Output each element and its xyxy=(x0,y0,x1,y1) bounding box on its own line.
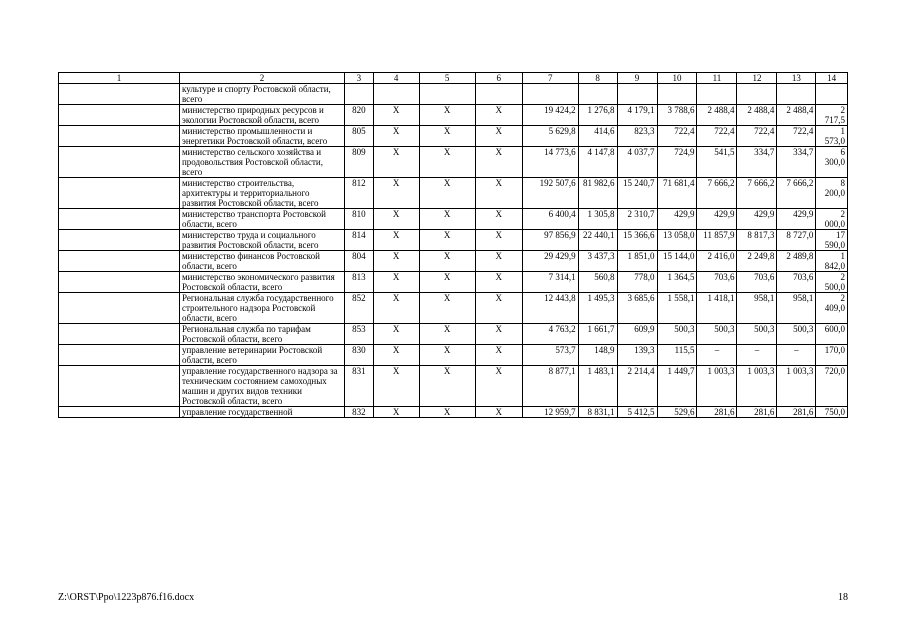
row-col5: Х xyxy=(419,345,475,366)
table-row xyxy=(59,293,848,324)
table-row xyxy=(59,178,848,209)
row-col11: 2 416,0 xyxy=(697,251,737,272)
row-col4: Х xyxy=(373,366,419,407)
row-col7: 5 629,8 xyxy=(522,126,578,147)
row-name: министерство труда и социального развития Ростовской области, всего xyxy=(179,230,344,251)
row-col10: 15 144,0 xyxy=(657,251,697,272)
row-col4: Х xyxy=(373,272,419,293)
cell-col1 xyxy=(59,178,180,209)
row-code: 820 xyxy=(345,105,373,126)
row-col6: Х xyxy=(475,407,522,418)
row-name: министерство финансов Ростовской области, всего xyxy=(179,251,344,272)
row-col5: Х xyxy=(419,105,475,126)
cell-col1 xyxy=(59,251,180,272)
row-col14: 2 500,0 xyxy=(816,272,848,293)
row-col5: Х xyxy=(419,251,475,272)
row-col10: 13 058,0 xyxy=(657,230,697,251)
column-number: 9 xyxy=(617,73,657,84)
row-col4: Х xyxy=(373,324,419,345)
row-col9: 609,9 xyxy=(617,324,657,345)
row-col6: Х xyxy=(475,366,522,407)
column-number: 3 xyxy=(345,73,373,84)
row-col11: 281,6 xyxy=(697,407,737,418)
row-col5: Х xyxy=(419,178,475,209)
column-number: 7 xyxy=(522,73,578,84)
row-col11: 722,4 xyxy=(697,126,737,147)
row-col9: 15 366,6 xyxy=(617,230,657,251)
row-col6: Х xyxy=(475,324,522,345)
file-path: Z:\ORST\Ppo\1223p876.f16.docx xyxy=(58,592,195,603)
column-number: 4 xyxy=(373,73,419,84)
column-number: 5 xyxy=(419,73,475,84)
row-name: министерство строительства, архитектуры и территориального развития Ростовской области, всего xyxy=(179,178,344,209)
table-row xyxy=(59,324,848,345)
row-col12: 958,1 xyxy=(737,293,777,324)
row-col13: 958,1 xyxy=(777,293,816,324)
row-col4: Х xyxy=(373,293,419,324)
row-name: министерство транспорта Ростовской области, всего xyxy=(179,209,344,230)
row-col11: 1 003,3 xyxy=(697,366,737,407)
row-col5: Х xyxy=(419,126,475,147)
row-col9: 2 214,4 xyxy=(617,366,657,407)
row-col12: 281,6 xyxy=(737,407,777,418)
row-col14: 2 409,0 xyxy=(816,293,848,324)
row-col10: 115,5 xyxy=(657,345,697,366)
document-page xyxy=(58,72,848,418)
row-col7: 12 443,8 xyxy=(522,293,578,324)
row-code: 814 xyxy=(345,230,373,251)
column-number: 2 xyxy=(179,73,344,84)
row-col8: 3 437,3 xyxy=(578,251,617,272)
row-col7: 97 856,9 xyxy=(522,230,578,251)
row-col11: – xyxy=(697,345,737,366)
row-code: 810 xyxy=(345,209,373,230)
row-col6: Х xyxy=(475,178,522,209)
row-code: 853 xyxy=(345,324,373,345)
row-col14: 6 300,0 xyxy=(816,147,848,178)
row-col9: 3 685,6 xyxy=(617,293,657,324)
row-code: 812 xyxy=(345,178,373,209)
table-row xyxy=(59,407,848,418)
row-col9: 5 412,5 xyxy=(617,407,657,418)
row-col12: 703,6 xyxy=(737,272,777,293)
row-col7: 6 400,4 xyxy=(522,209,578,230)
row-col8: 22 440,1 xyxy=(578,230,617,251)
row-name: министерство природных ресурсов и экологии Ростовской области, всего xyxy=(179,105,344,126)
row-col11: 1 418,1 xyxy=(697,293,737,324)
row-col9: 139,3 xyxy=(617,345,657,366)
row-col13: 2 488,4 xyxy=(777,105,816,126)
row-col8: 8 831,1 xyxy=(578,407,617,418)
row-col11: 429,9 xyxy=(697,209,737,230)
row-col10: 429,9 xyxy=(657,209,697,230)
column-number: 12 xyxy=(737,73,777,84)
row-col9 xyxy=(617,84,657,105)
row-col12: 1 003,3 xyxy=(737,366,777,407)
column-number: 10 xyxy=(657,73,697,84)
cell-col1 xyxy=(59,407,180,418)
row-col12: 500,3 xyxy=(737,324,777,345)
column-number: 8 xyxy=(578,73,617,84)
row-code: 813 xyxy=(345,272,373,293)
row-col4: Х xyxy=(373,178,419,209)
row-col10: 722,4 xyxy=(657,126,697,147)
row-col7: 14 773,6 xyxy=(522,147,578,178)
row-col5: Х xyxy=(419,230,475,251)
row-col14: 720,0 xyxy=(816,366,848,407)
row-name: министерство промышленности и энергетики Ростовской области, всего xyxy=(179,126,344,147)
cell-col1 xyxy=(59,209,180,230)
row-col9: 823,3 xyxy=(617,126,657,147)
row-col13: 1 003,3 xyxy=(777,366,816,407)
table-row xyxy=(59,84,848,105)
row-col7: 7 314,1 xyxy=(522,272,578,293)
row-col9: 15 240,7 xyxy=(617,178,657,209)
row-col7: 573,7 xyxy=(522,345,578,366)
row-col6: Х xyxy=(475,209,522,230)
row-col13: 429,9 xyxy=(777,209,816,230)
row-col11 xyxy=(697,84,737,105)
row-col8: 148,9 xyxy=(578,345,617,366)
row-col12: – xyxy=(737,345,777,366)
cell-col1 xyxy=(59,230,180,251)
row-code: 852 xyxy=(345,293,373,324)
row-name: управление ветеринарии Ростовской области, всего xyxy=(179,345,344,366)
row-col13: 281,6 xyxy=(777,407,816,418)
row-col5: Х xyxy=(419,293,475,324)
row-col12: 7 666,2 xyxy=(737,178,777,209)
row-col14: 17 590,0 xyxy=(816,230,848,251)
row-col7: 4 763,2 xyxy=(522,324,578,345)
row-col4: Х xyxy=(373,251,419,272)
row-col5 xyxy=(419,84,475,105)
row-code: 832 xyxy=(345,407,373,418)
row-col6: Х xyxy=(475,147,522,178)
row-col11: 2 488,4 xyxy=(697,105,737,126)
row-col10: 71 681,4 xyxy=(657,178,697,209)
row-col14: 1 842,0 xyxy=(816,251,848,272)
cell-col1 xyxy=(59,84,180,105)
row-col6: Х xyxy=(475,230,522,251)
row-col6: Х xyxy=(475,126,522,147)
row-code: 830 xyxy=(345,345,373,366)
row-col10: 500,3 xyxy=(657,324,697,345)
row-col4 xyxy=(373,84,419,105)
row-col14: 1 573,0 xyxy=(816,126,848,147)
row-col10 xyxy=(657,84,697,105)
row-col12: 722,4 xyxy=(737,126,777,147)
row-name: министерство сельского хозяйства и продовольствия Ростовской области, всего xyxy=(179,147,344,178)
column-number: 6 xyxy=(475,73,522,84)
row-col14: 750,0 xyxy=(816,407,848,418)
row-col13: 722,4 xyxy=(777,126,816,147)
row-col8 xyxy=(578,84,617,105)
row-col6: Х xyxy=(475,272,522,293)
row-col5: Х xyxy=(419,324,475,345)
cell-col1 xyxy=(59,147,180,178)
budget-table xyxy=(58,72,848,418)
row-code: 805 xyxy=(345,126,373,147)
cell-col1 xyxy=(59,272,180,293)
row-col11: 541,5 xyxy=(697,147,737,178)
row-col4: Х xyxy=(373,126,419,147)
row-code: 804 xyxy=(345,251,373,272)
row-col14: 170,0 xyxy=(816,345,848,366)
row-name: управление государственного надзора за техническим состоянием самоходных машин и других видов техники Ростовской области, всего xyxy=(179,366,344,407)
row-col8: 1 661,7 xyxy=(578,324,617,345)
row-col10: 724,9 xyxy=(657,147,697,178)
row-col5: Х xyxy=(419,272,475,293)
page-number: 18 xyxy=(838,592,848,603)
row-col11: 703,6 xyxy=(697,272,737,293)
row-col9: 4 179,1 xyxy=(617,105,657,126)
row-col10: 3 788,6 xyxy=(657,105,697,126)
cell-col1 xyxy=(59,105,180,126)
row-code: 831 xyxy=(345,366,373,407)
row-col14: 2 717,5 xyxy=(816,105,848,126)
row-col9: 2 310,7 xyxy=(617,209,657,230)
row-col14 xyxy=(816,84,848,105)
row-col8: 1 276,8 xyxy=(578,105,617,126)
row-col13: 8 727,0 xyxy=(777,230,816,251)
row-col11: 7 666,2 xyxy=(697,178,737,209)
row-col6: Х xyxy=(475,251,522,272)
row-col10: 1 558,1 xyxy=(657,293,697,324)
row-col13: 703,6 xyxy=(777,272,816,293)
row-col13: – xyxy=(777,345,816,366)
cell-col1 xyxy=(59,324,180,345)
cell-col1 xyxy=(59,366,180,407)
row-col12: 334,7 xyxy=(737,147,777,178)
row-code xyxy=(345,84,373,105)
row-col12: 2 249,8 xyxy=(737,251,777,272)
row-col4: Х xyxy=(373,105,419,126)
row-name: Региональная служба государственного строительного надзора Ростовской области, всего xyxy=(179,293,344,324)
row-col5: Х xyxy=(419,407,475,418)
row-col7: 19 424,2 xyxy=(522,105,578,126)
row-col13: 7 666,2 xyxy=(777,178,816,209)
row-col13: 2 489,8 xyxy=(777,251,816,272)
row-col5: Х xyxy=(419,147,475,178)
column-number: 1 xyxy=(59,73,180,84)
row-col9: 1 851,0 xyxy=(617,251,657,272)
row-col7: 12 959,7 xyxy=(522,407,578,418)
row-col8: 560,8 xyxy=(578,272,617,293)
cell-col1 xyxy=(59,345,180,366)
column-number: 11 xyxy=(697,73,737,84)
row-col12: 8 817,3 xyxy=(737,230,777,251)
table-row xyxy=(59,105,848,126)
row-col11: 500,3 xyxy=(697,324,737,345)
row-col11: 11 857,9 xyxy=(697,230,737,251)
row-col10: 529,6 xyxy=(657,407,697,418)
row-col7: 8 877,1 xyxy=(522,366,578,407)
row-col12: 2 488,4 xyxy=(737,105,777,126)
table-row xyxy=(59,272,848,293)
row-col5: Х xyxy=(419,209,475,230)
row-col4: Х xyxy=(373,230,419,251)
row-col4: Х xyxy=(373,147,419,178)
row-col6: Х xyxy=(475,345,522,366)
cell-col1 xyxy=(59,126,180,147)
column-number: 14 xyxy=(816,73,848,84)
row-col8: 1 483,1 xyxy=(578,366,617,407)
row-col4: Х xyxy=(373,407,419,418)
row-name: культуре и спорту Ростовской области, всего xyxy=(179,84,344,105)
row-col7: 192 507,6 xyxy=(522,178,578,209)
table-row xyxy=(59,209,848,230)
row-col10: 1 364,5 xyxy=(657,272,697,293)
table-row xyxy=(59,251,848,272)
row-col9: 4 037,7 xyxy=(617,147,657,178)
row-col13 xyxy=(777,84,816,105)
table-row xyxy=(59,366,848,407)
row-col7 xyxy=(522,84,578,105)
table-row xyxy=(59,126,848,147)
row-col7: 29 429,9 xyxy=(522,251,578,272)
row-col8: 4 147,8 xyxy=(578,147,617,178)
row-col6 xyxy=(475,84,522,105)
row-name: управление государственной xyxy=(179,407,344,418)
row-name: министерство экономического развития Ростовской области, всего xyxy=(179,272,344,293)
row-col8: 1 305,8 xyxy=(578,209,617,230)
row-code: 809 xyxy=(345,147,373,178)
row-col8: 1 495,3 xyxy=(578,293,617,324)
row-col14: 2 000,0 xyxy=(816,209,848,230)
row-col12: 429,9 xyxy=(737,209,777,230)
row-col8: 81 982,6 xyxy=(578,178,617,209)
row-col9: 778,0 xyxy=(617,272,657,293)
table-row xyxy=(59,147,848,178)
row-col4: Х xyxy=(373,345,419,366)
row-col6: Х xyxy=(475,105,522,126)
row-col14: 8 200,0 xyxy=(816,178,848,209)
row-col14: 600,0 xyxy=(816,324,848,345)
table-row xyxy=(59,230,848,251)
row-col5: Х xyxy=(419,366,475,407)
row-col13: 334,7 xyxy=(777,147,816,178)
row-name: Региональная служба по тарифам Ростовской области, всего xyxy=(179,324,344,345)
row-col10: 1 449,7 xyxy=(657,366,697,407)
table-row xyxy=(59,345,848,366)
row-col6: Х xyxy=(475,293,522,324)
table-header-row xyxy=(59,73,848,84)
row-col13: 500,3 xyxy=(777,324,816,345)
row-col12 xyxy=(737,84,777,105)
row-col4: Х xyxy=(373,209,419,230)
column-number: 13 xyxy=(777,73,816,84)
row-col8: 414,6 xyxy=(578,126,617,147)
cell-col1 xyxy=(59,293,180,324)
